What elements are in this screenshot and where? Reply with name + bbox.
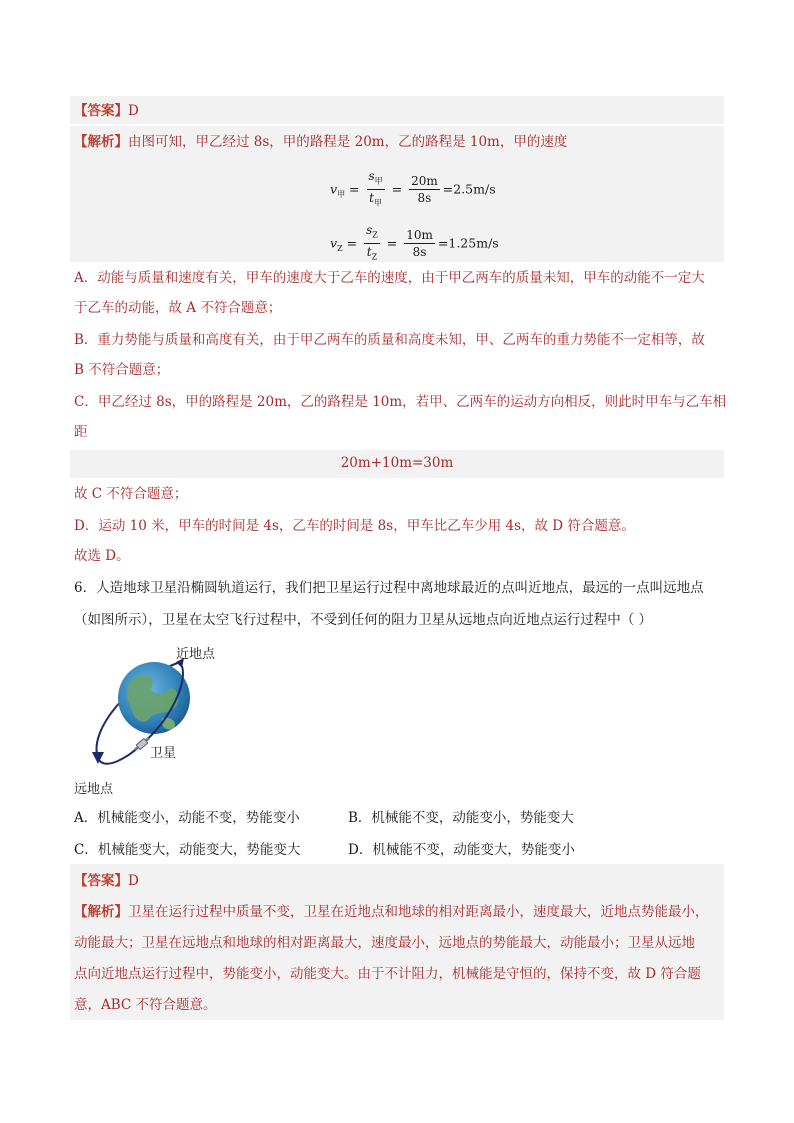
q5-analysis-intro <box>74 132 567 152</box>
eq2-result: =1.25m/s <box>437 235 499 251</box>
eq2-symbol-fraction <box>364 222 380 266</box>
eq1-symbol-fraction <box>367 168 385 212</box>
conclusion-line: 故选 D。 <box>74 548 130 564</box>
eq2-lhs-var: v <box>330 235 338 251</box>
eq2-num-var: s <box>366 223 373 237</box>
eq1-num-var: s <box>368 169 375 183</box>
q5-answer-line <box>74 101 139 121</box>
earth-icon <box>118 662 190 734</box>
eq1-lhs-sub: 甲 <box>337 189 346 199</box>
answer-tag: 【答案】 <box>74 103 128 119</box>
eq1-value-fraction <box>409 173 440 206</box>
eq1-result: =2.5m/s <box>442 181 496 197</box>
label-satellite: 卫星 <box>150 746 177 761</box>
orbit-figure <box>70 640 230 800</box>
eq2-den-var: t <box>366 245 372 260</box>
eq1-lhs-var: v <box>330 181 338 197</box>
eq2-den-sub: Z <box>371 252 378 262</box>
satellite-icon <box>133 736 151 752</box>
option-b-line-1: B．重力势能与质量和高度有关，由于甲乙两车的质量和高度未知，甲、乙两车的重力势能不一定相等，故 <box>74 332 705 348</box>
q6-answer-tag: 【答案】 <box>74 873 128 889</box>
q6-stem-line-1: 6．人造地球卫星沿椭圆轨道运行，我们把卫星运行过程中离地球最近的点叫近地点，最远的一点叫远地点 <box>74 580 704 596</box>
answer-value: D <box>128 103 139 119</box>
option-c-equation: 20m+10m=30m <box>340 455 454 471</box>
q6-stem-line-2: （如图所示），卫星在太空飞行过程中，不受到任何的阻力卫星从远地点向近地点运行过程中（ ） <box>74 612 653 628</box>
option-b-line-2: B 不符合题意； <box>74 362 170 378</box>
eq1-den-val: 8s <box>417 191 432 206</box>
eq2-num-val: 10m <box>406 228 433 243</box>
q6-answer-value: D <box>128 873 139 889</box>
analysis-tag: 【解析】 <box>74 134 128 150</box>
q6-option-c: C．机械能变大，动能变大，势能变大 <box>74 842 301 858</box>
q6-option-b: B．机械能不变，动能变小，势能变大 <box>348 810 574 826</box>
option-d-line: D．运动 10 米，甲车的时间是 4s，乙车的时间是 8s，甲车比乙车少用 4s，故 D 符合题意。 <box>74 518 635 534</box>
eq1-num-val: 20m <box>411 174 438 189</box>
q6-analysis-line-1 <box>74 902 709 922</box>
eq1-den-var: t <box>369 191 374 206</box>
option-a-line-1: A．动能与质量和速度有关，甲车的速度大于乙车的速度，由于甲乙两车的质量未知，甲车的动能不一定大 <box>74 270 705 286</box>
eq2-value-fraction <box>404 227 435 260</box>
analysis-text: 由图可知，甲乙经过 8s，甲的路程是 20m，乙的路程是 10m，甲的速度 <box>128 134 568 150</box>
equation-v-jia: $v_甲$ = $\frac{s_甲}{t_甲}$ = $\frac{20m}{8s}$ =2.5m/s <box>330 168 496 212</box>
q6-analysis-text-1: 卫星在运行过程中质量不变，卫星在近地点和地球的相对距离最小，速度最大，近地点势能最小， <box>128 904 709 920</box>
q6-option-a: A．机械能变小，动能不变，势能变小 <box>74 810 300 826</box>
label-apogee: 远地点 <box>74 782 114 797</box>
option-c-line-1: C．甲乙经过 8s，甲的路程是 20m，乙的路程是 10m，若甲、乙两车的运动方向相反，则此时甲车与乙车相 <box>74 394 727 410</box>
equation-v-yi: $v_Z$ = $\frac{s_Z}{t_Z}$ = $\frac{10m}{8s}$ =1.25m/s <box>330 222 499 266</box>
eq2-num-sub: Z <box>372 230 378 240</box>
q6-analysis-line-4: 意，ABC 不符合题意。 <box>74 997 217 1013</box>
eq1-den-sub: 甲 <box>374 198 382 208</box>
q6-analysis-line-3: 点向近地点运行过程中，势能变小，动能变大。由于不计阻力，机械能是守恒的，保持不变，故 D 符合题 <box>74 966 701 982</box>
option-a-line-2: 于乙车的动能，故 A 不符合题意； <box>74 300 282 316</box>
option-c-line-2: 距 <box>74 424 88 440</box>
eq2-den-val: 8s <box>412 245 427 260</box>
q6-option-d: D．机械能不变，动能变大，势能变小 <box>348 842 575 858</box>
q6-answer-line <box>74 871 139 891</box>
q6-analysis-tag: 【解析】 <box>74 904 128 920</box>
q6-analysis-line-2: 动能最大；卫星在远地点和地球的相对距离最大，速度最小，远地点的势能最大，动能最小；卫星从远地 <box>74 935 695 951</box>
answer-band <box>70 96 724 124</box>
eq1-num-sub: 甲 <box>374 176 383 186</box>
orbit-diagram <box>70 640 230 800</box>
eq2-lhs-sub: Z <box>337 243 343 253</box>
label-perigee: 近地点 <box>176 647 216 662</box>
option-c-line-3: 故 C 不符合题意； <box>74 486 188 502</box>
